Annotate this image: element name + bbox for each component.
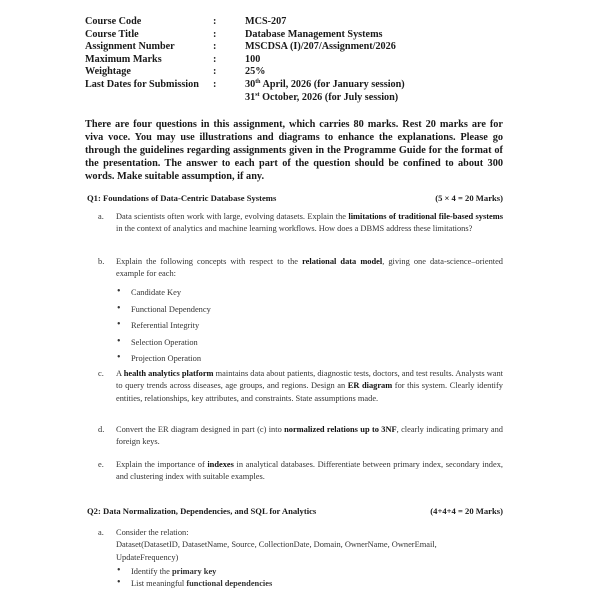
text: in analytical databases. Differentiate between primary index, secondary index, and clustering index with suitable examples. <box>116 460 503 482</box>
text: Explain the following concepts with respect to the <box>116 257 303 266</box>
bullet-item <box>131 567 216 576</box>
label: Last Dates for Submission <box>85 78 199 90</box>
colon: : <box>213 78 217 90</box>
label: Weightage <box>85 66 131 78</box>
submission-date-row-2 <box>85 92 405 105</box>
part-letter: a. <box>98 528 104 537</box>
bold-text: primary key <box>171 567 217 576</box>
q2-title: Q2: Data Normalization, Dependencies, and SQL for Analytics <box>87 506 317 516</box>
text: in the context of analytics and machine learning workflows. How does a DBMS address these limitations? <box>116 224 473 234</box>
part-text <box>116 368 503 405</box>
instructions-paragraph: There are four questions in this assignment, which carries 80 marks. Rest 20 marks are for viva voce. You may use illustrations and diagrams to enhance the explanations. Please go through the guidelines regarding assignments given in the Programme Guide for the format of the presentation. The answer to each part of the question should be confined to about 300 words. Make suitable assumption, if any. <box>85 119 503 182</box>
weightage-row <box>85 66 405 79</box>
day: 31 <box>245 91 256 103</box>
text: Convert the ER diagram designed in part (c) into <box>116 425 285 434</box>
q1-marks: (5 × 4 = 20 Marks) <box>435 193 503 203</box>
colon: : <box>213 16 217 27</box>
assignment-number-row <box>85 41 405 54</box>
value <box>245 79 405 92</box>
q2-marks: (4+4+4 = 20 Marks) <box>430 506 503 516</box>
q1-part-d <box>98 424 503 449</box>
part-text <box>116 424 503 449</box>
bold-text: relational data model <box>302 257 383 266</box>
label <box>85 92 213 105</box>
q1-part-b <box>98 256 503 281</box>
bullet-item: • Functional Dependency <box>131 305 211 314</box>
part-text <box>116 459 503 484</box>
course-code-row <box>85 16 405 29</box>
bold-text: indexes <box>207 460 234 469</box>
bullet-item <box>131 579 272 588</box>
label: Course Code <box>85 16 142 27</box>
text: Identify the <box>131 567 172 576</box>
value: MSCDSA (I)/207/Assignment/2026 <box>245 41 396 53</box>
colon: : <box>213 53 217 65</box>
bold-text: ER diagram <box>347 381 393 391</box>
q1-part-c <box>98 368 503 405</box>
submission-date-row <box>85 79 405 92</box>
value: 100 <box>245 53 261 65</box>
bold-text: normalized relations up to 3NF <box>284 425 397 434</box>
value: MCS-207 <box>245 16 287 27</box>
bullet-item: • Projection Operation <box>131 354 201 363</box>
colon-spacer <box>213 92 245 105</box>
label: Assignment Number <box>85 41 175 53</box>
part-text <box>116 211 503 236</box>
part-text <box>116 527 458 564</box>
colon: : <box>213 41 217 53</box>
relation-schema: Dataset(DatasetID, DatasetName, Source, CollectionDate, Domain, OwnerName, OwnerEmail, UpdateFrequency) <box>116 540 437 562</box>
text: Explain the importance of <box>116 460 208 469</box>
bullet-item: • Referential Integrity <box>131 321 199 330</box>
course-info-table <box>85 16 405 104</box>
q1-part-e <box>98 459 503 484</box>
text: A <box>116 369 124 378</box>
text: Consider the relation: <box>116 528 189 537</box>
course-title-row <box>85 29 405 42</box>
ordinal: th <box>255 78 261 85</box>
part-letter: e. <box>98 460 104 469</box>
date-text: April, 2026 (for January session) <box>262 78 405 90</box>
label: Maximum Marks <box>85 53 162 65</box>
ordinal: st <box>255 91 260 98</box>
q2-heading <box>87 506 503 516</box>
bullet-item: • Selection Operation <box>131 338 198 347</box>
part-letter: a. <box>98 212 104 221</box>
bold-text: limitations of traditional file-based systems <box>348 212 503 221</box>
text: Data scientists often work with large, evolving datasets. Explain the <box>116 212 349 221</box>
value: 25% <box>245 66 266 78</box>
day: 30 <box>245 78 256 90</box>
text: List meaningful <box>131 579 187 588</box>
maximum-marks-row <box>85 54 405 67</box>
q2-part-a <box>98 527 458 564</box>
q1-heading <box>87 193 503 203</box>
part-letter: b. <box>98 257 105 266</box>
colon: : <box>213 66 217 78</box>
text: for this system. Clearly identify entities, relationships, key attributes, and constraints. State assumptions made. <box>116 381 503 403</box>
bullet-item: • Candidate Key <box>131 288 181 297</box>
bold-text: functional dependencies <box>186 579 273 588</box>
q1-title: Q1: Foundations of Data-Centric Database Systems <box>87 193 277 203</box>
label: Course Title <box>85 28 139 40</box>
q1-part-a <box>98 211 503 236</box>
value: Database Management Systems <box>245 28 383 40</box>
value <box>245 92 398 105</box>
colon: : <box>213 28 217 40</box>
part-text <box>116 256 503 281</box>
date-text: October, 2026 (for July session) <box>262 91 399 103</box>
part-letter: d. <box>98 425 105 434</box>
text: , giving one data-science–oriented example for each: <box>116 257 503 279</box>
text: maintains data about patients, diagnostic tests, doctors, and test results. Analysts want to query trends across diseases, age groups, and regions. Design an <box>116 369 504 391</box>
bold-text: health analytics platform <box>123 369 214 378</box>
part-letter: c. <box>98 369 104 378</box>
text: , clearly indicating primary and foreign keys. <box>116 425 503 447</box>
